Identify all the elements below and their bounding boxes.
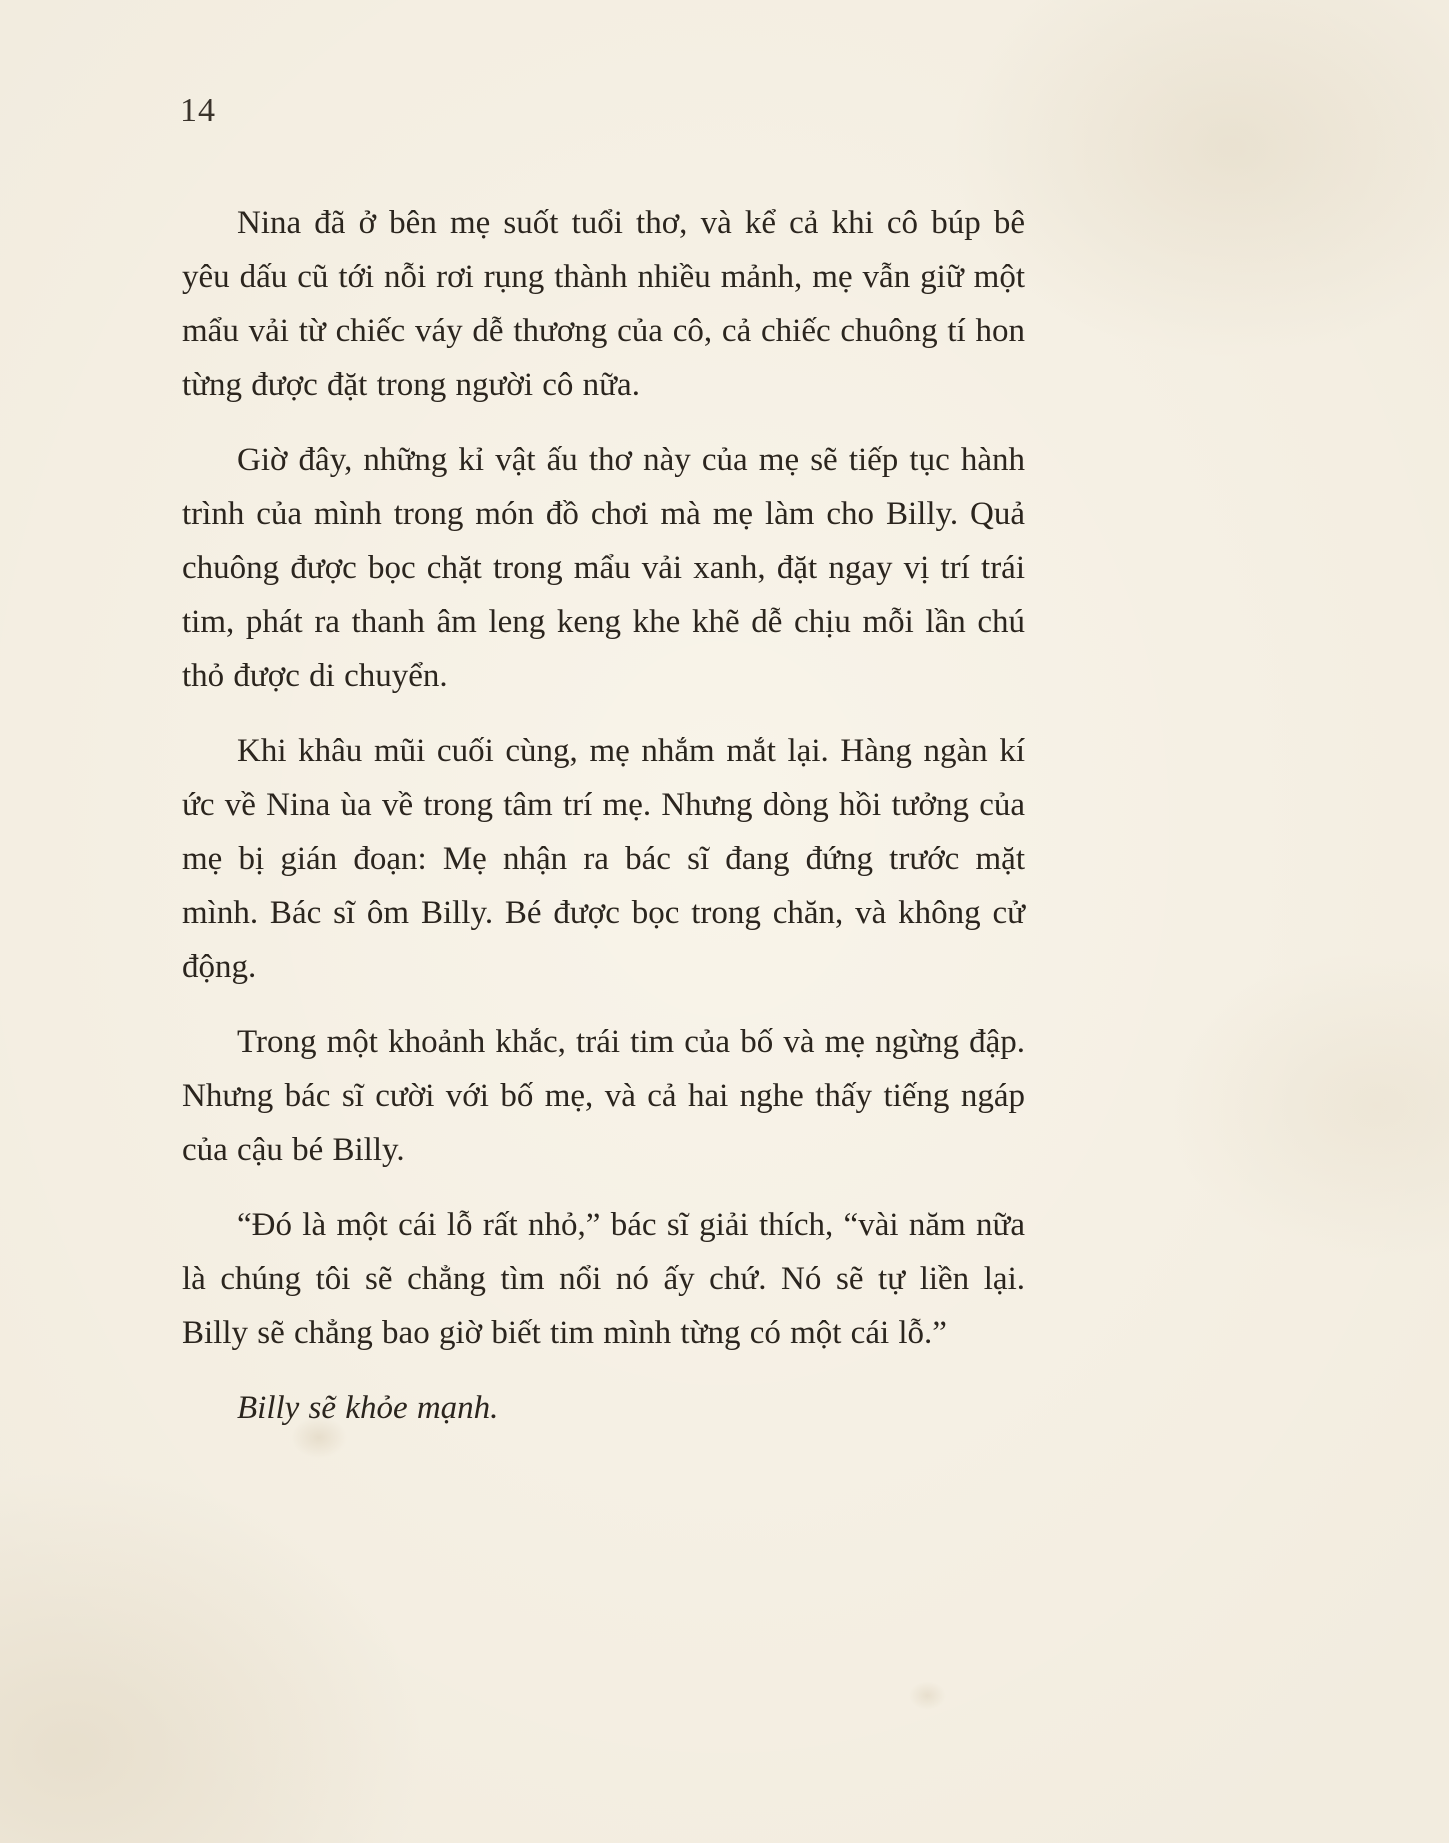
paragraph-1: Nina đã ở bên mẹ suốt tuổi thơ, và kể cả khi cô búp bê yêu dấu cũ tới nỗi rơi rụng thành nhiều mảnh, mẹ vẫn giữ một mẩu vải từ chiếc váy dễ thương của cô, cả chiếc chuông tí hon từng được đặt trong người cô nữa. — [182, 205, 1025, 403]
paragraph-5: “Đó là một cái lỗ rất nhỏ,” bác sĩ giải thích, “vài năm nữa là chúng tôi sẽ chẳng tìm nổi nó ấy chứ. Nó sẽ tự liền lại. Billy sẽ chẳng bao giờ biết tim mình từng có một cái lỗ.” — [182, 1207, 1025, 1351]
text-block — [182, 196, 1025, 1456]
page-number: 14 — [180, 92, 216, 129]
closing-line: Billy sẽ khỏe mạnh. — [237, 1390, 499, 1426]
paragraph-4: Trong một khoảnh khắc, trái tim của bố và mẹ ngừng đập. Nhưng bác sĩ cười với bố mẹ, và cả hai nghe thấy tiếng ngáp của cậu bé Billy. — [182, 1024, 1025, 1168]
paragraph-2: Giờ đây, những kỉ vật ấu thơ này của mẹ sẽ tiếp tục hành trình của mình trong món đồ chơi mà mẹ làm cho Billy. Quả chuông được bọc chặt trong mẩu vải xanh, đặt ngay vị trí trái tim, phát ra thanh âm leng keng khe khẽ dễ chịu mỗi lần chú thỏ được di chuyển. — [182, 442, 1025, 694]
paragraph-3: Khi khâu mũi cuối cùng, mẹ nhắm mắt lại. Hàng ngàn kí ức về Nina ùa về trong tâm trí mẹ. Nhưng dòng hồi tưởng của mẹ bị gián đoạn: Mẹ nhận ra bác sĩ đang đứng trước mặt mình. Bác sĩ ôm Billy. Bé được bọc trong chăn, và không cử động. — [182, 733, 1025, 985]
